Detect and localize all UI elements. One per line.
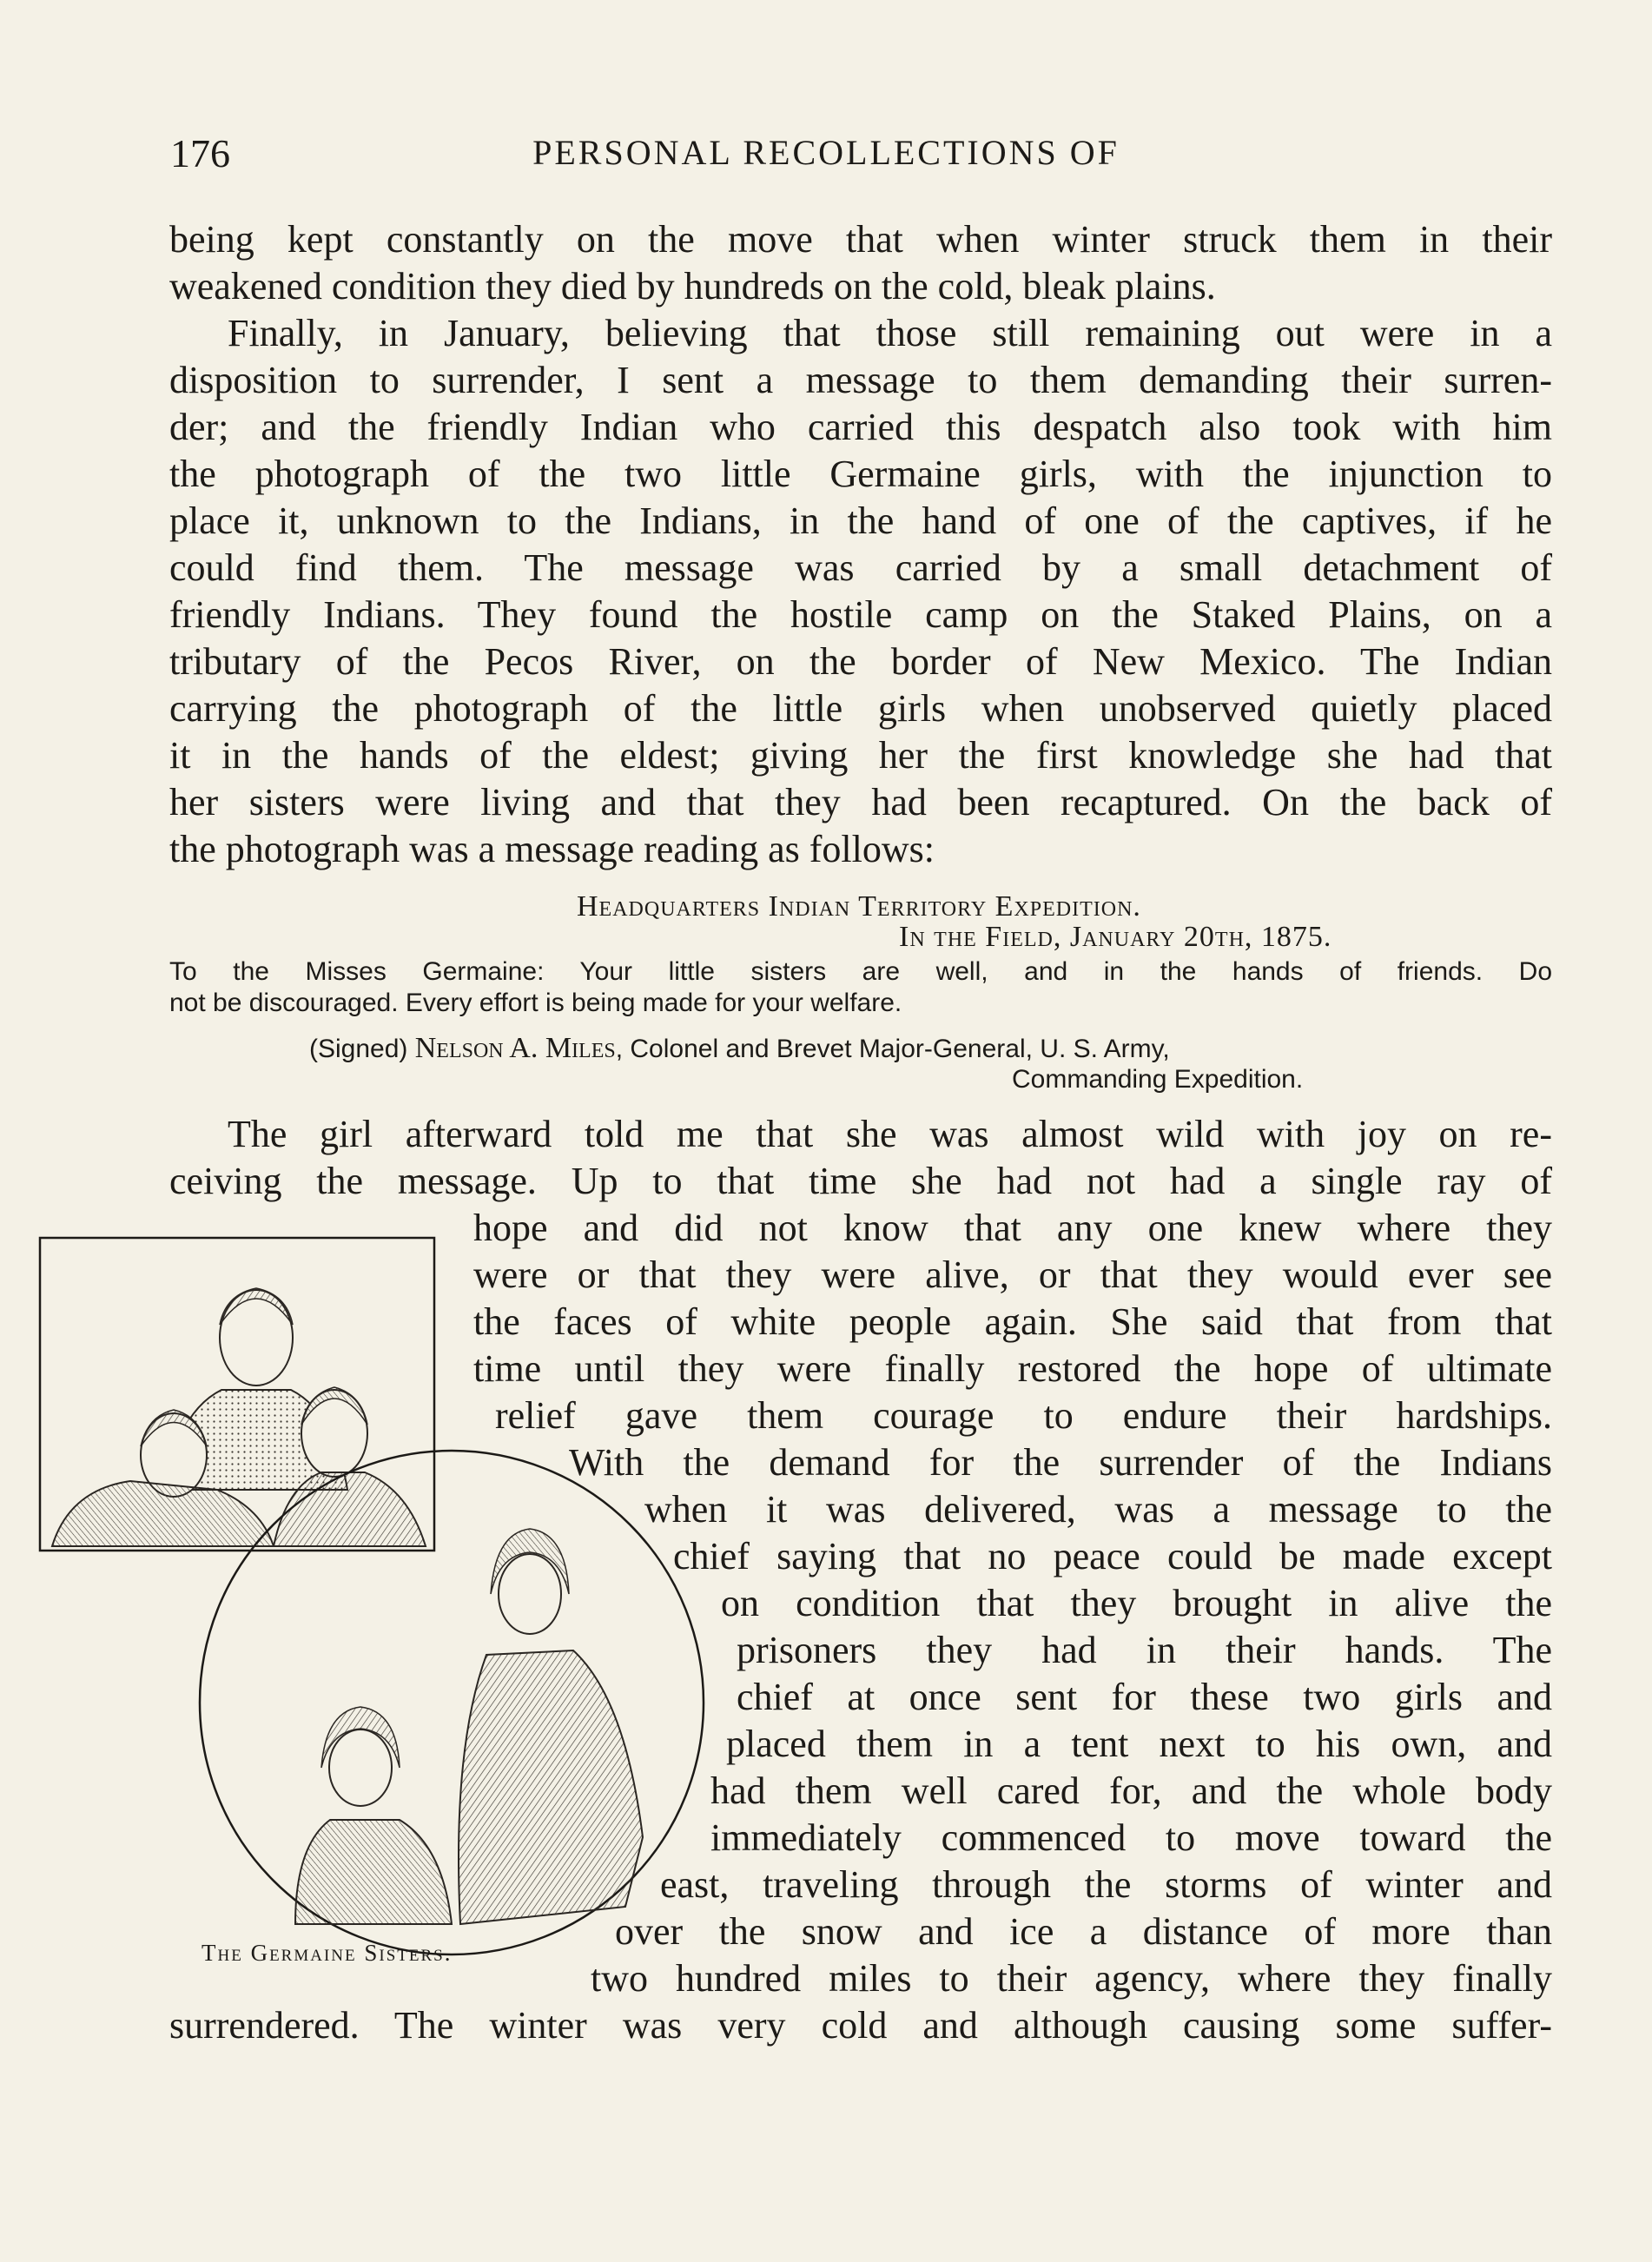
rectangular-portrait [40, 1238, 434, 1551]
body-line: The girl afterward told me that she was almost wild with joy on re- [228, 1113, 1552, 1155]
body-line: placed them in a tent next to his own, and [726, 1723, 1552, 1765]
body-line: friendly Indians. They found the hostile camp on the Staked Plains, on a [169, 593, 1552, 636]
body-line: the photograph was a message reading as follows: [169, 828, 935, 870]
body-line: With the demand for the surrender of the Indians [569, 1441, 1552, 1484]
signed-prefix: (Signed) [309, 1035, 408, 1063]
body-line: when it was delivered, was a message to the [644, 1488, 1552, 1531]
body-line: over the snow and ice a distance of more than [615, 1910, 1552, 1953]
illustration-caption: The Germaine Sisters. [202, 1940, 453, 1966]
body-line: her sisters were living and that they had been recaptured. On the back of [169, 781, 1552, 823]
body-line: carrying the photograph of the little girls when unobserved quietly placed [169, 687, 1552, 730]
germaine-sisters-illustration [35, 1212, 712, 1959]
letter-dateline: In the Field, January 20th, 1875. [899, 921, 1332, 953]
signer-name: Nelson A. Miles [414, 1032, 616, 1064]
body-line: chief saying that no peace could be made except [673, 1535, 1552, 1577]
body-line: it in the hands of the eldest; giving her the first knowledge she had that [169, 734, 1552, 777]
letter-role: Commanding Expedition. [1012, 1065, 1304, 1094]
body-line: were or that they were alive, or that they would ever see [473, 1253, 1552, 1296]
letter-heading: Headquarters Indian Territory Expedition. [577, 890, 1141, 923]
body-line: ceiving the message. Up to that time she had not had a single ray of [169, 1160, 1552, 1202]
body-line: being kept constantly on the move that when winter struck them in their [169, 218, 1552, 261]
body-line: immediately commenced to move toward the [710, 1816, 1552, 1859]
body-line: disposition to surrender, I sent a message to them demanding their surren- [169, 359, 1552, 401]
body-line: could find them. The message was carried by a small detachment of [169, 546, 1552, 589]
letter-body-line: not be discouraged. Every effort is being made for your welfare. [169, 989, 902, 1017]
letter-body-line: To the Misses Germaine: Your little sisters are well, and in the hands of friends. Do [169, 957, 1552, 986]
body-line: der; and the friendly Indian who carried this despatch also took with him [169, 406, 1552, 448]
body-line: Finally, in January, believing that those still remaining out were in a [228, 312, 1552, 354]
circular-portrait [200, 1451, 704, 1954]
body-line: surrendered. The winter was very cold and although causing some suffer- [169, 2004, 1552, 2047]
body-line: chief at once sent for these two girls and [737, 1676, 1552, 1718]
body-line: tributary of the Pecos River, on the border of New Mexico. The Indian [169, 640, 1552, 683]
signer-title: , Colonel and Brevet Major-General, U. S. Army, [615, 1035, 1170, 1063]
body-line: relief gave them courage to endure their hardships. [495, 1394, 1552, 1437]
running-head: PERSONAL RECOLLECTIONS OF [532, 133, 1120, 172]
body-line: the photograph of the two little Germaine girls, with the injunction to [169, 453, 1552, 495]
page-number: 176 [170, 131, 230, 175]
body-line: place it, unknown to the Indians, in the hand of one of the captives, if he [169, 499, 1552, 542]
body-line: on condition that they brought in alive the [721, 1582, 1552, 1624]
body-line: weakened condition they died by hundreds on the cold, bleak plains. [169, 265, 1216, 308]
body-line: time until they were finally restored the hope of ultimate [473, 1347, 1552, 1390]
body-line: had them well cared for, and the whole body [710, 1769, 1552, 1812]
body-line: hope and did not know that any one knew where they [473, 1207, 1552, 1249]
body-line: prisoners they had in their hands. The [737, 1629, 1552, 1671]
body-line: east, traveling through the storms of winter and [660, 1863, 1552, 1906]
letter-signature [309, 1034, 1170, 1063]
body-line: the faces of white people again. She said that from that [473, 1300, 1552, 1343]
body-line: two hundred miles to their agency, where they finally [591, 1957, 1552, 2000]
